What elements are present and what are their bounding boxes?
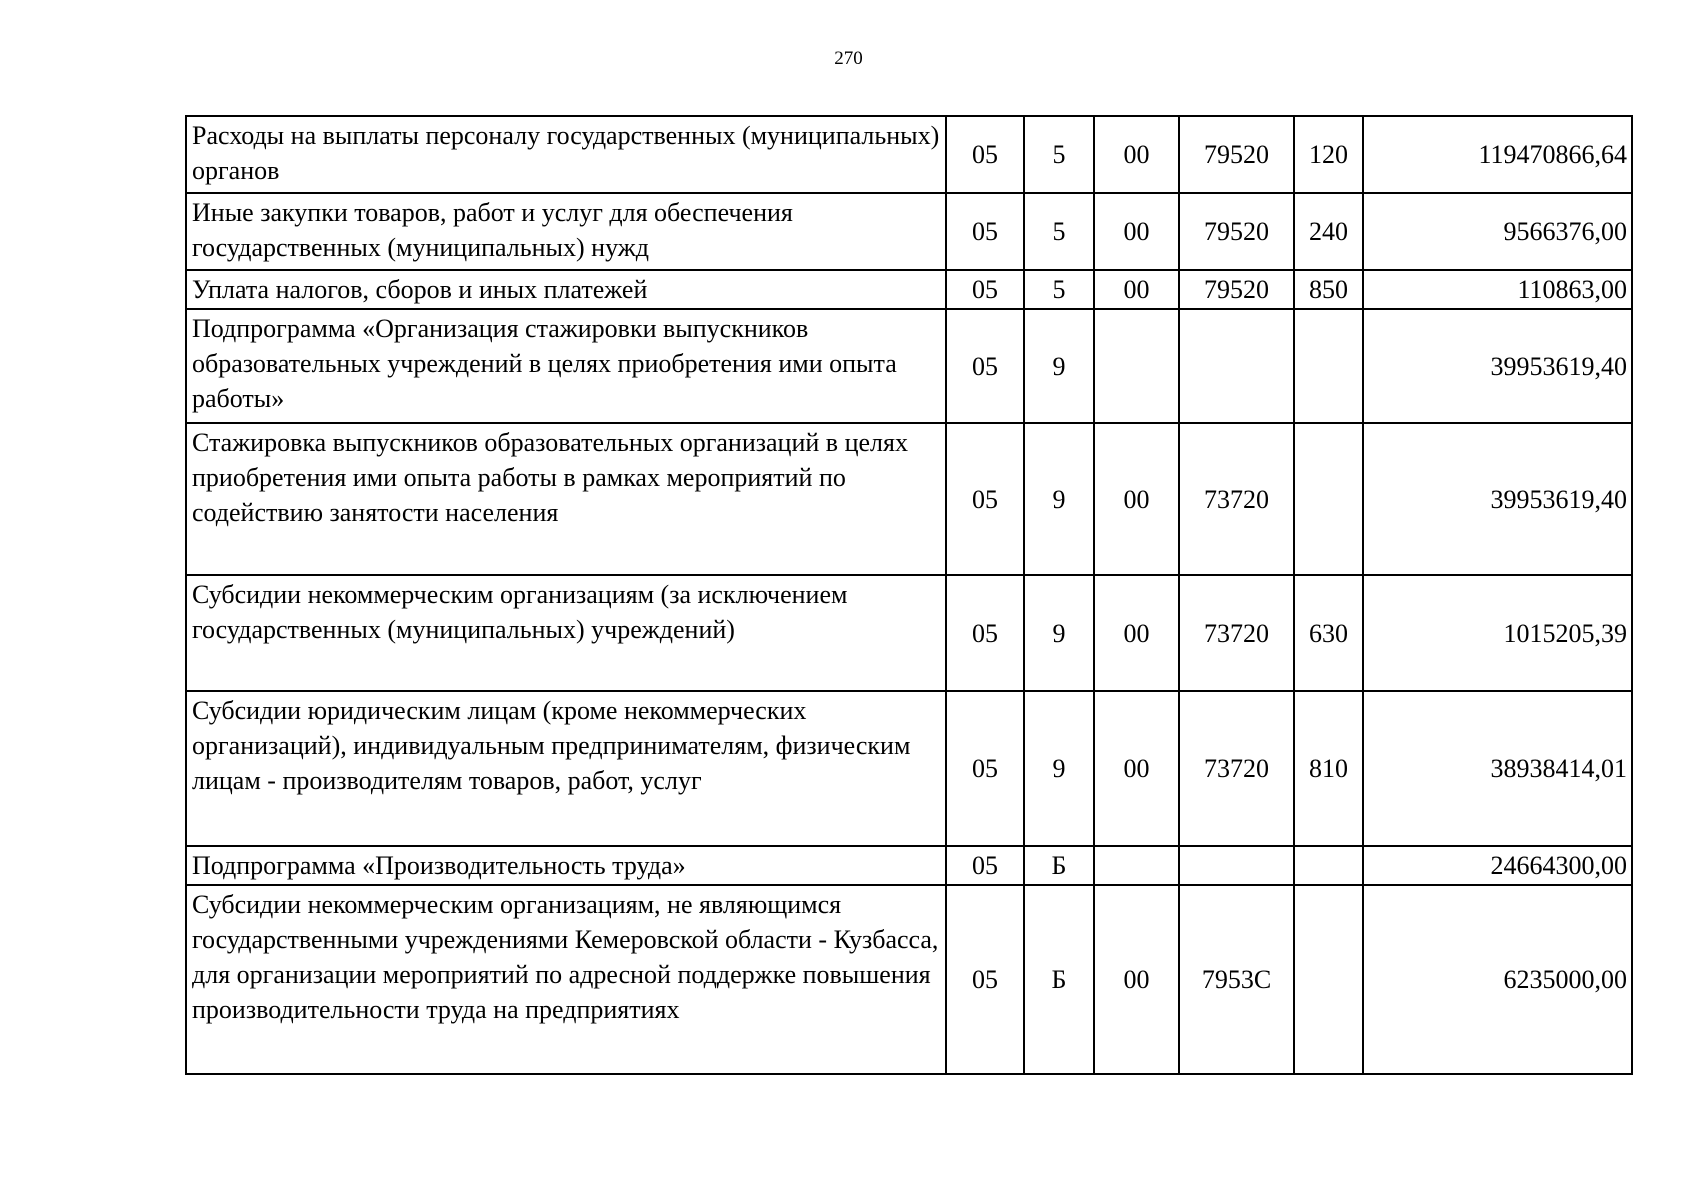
direction-code — [1094, 309, 1179, 423]
subprogram-code: 5 — [1024, 193, 1094, 270]
subprogram-code: 9 — [1024, 691, 1094, 846]
row-name: Субсидии юридическим лицам (кроме некоммерческих организаций), индивидуальным предпринимателям, физическим лицам - производителям товаров, работ, услуг — [186, 691, 946, 846]
expense-type-code: 240 — [1294, 193, 1363, 270]
budget-table — [185, 115, 1633, 1075]
direction-code: 00 — [1094, 575, 1179, 691]
amount: 110863,00 — [1363, 270, 1632, 309]
target-code: 73720 — [1179, 575, 1294, 691]
target-code: 79520 — [1179, 193, 1294, 270]
amount: 1015205,39 — [1363, 575, 1632, 691]
expense-type-code — [1294, 309, 1363, 423]
row-name: Подпрограмма «Производительность труда» — [186, 846, 946, 885]
row-name: Субсидии некоммерческим организациям (за исключением государственных (муниципальных) учреждений) — [186, 575, 946, 691]
subprogram-code: Б — [1024, 846, 1094, 885]
table-row — [186, 116, 1632, 193]
direction-code: 00 — [1094, 193, 1179, 270]
table-row — [186, 846, 1632, 885]
expense-type-code: 810 — [1294, 691, 1363, 846]
expense-type-code — [1294, 846, 1363, 885]
amount: 24664300,00 — [1363, 846, 1632, 885]
section-code: 05 — [946, 193, 1024, 270]
subprogram-code: 9 — [1024, 309, 1094, 423]
subprogram-code: Б — [1024, 885, 1094, 1074]
amount: 38938414,01 — [1363, 691, 1632, 846]
table-row — [186, 691, 1632, 846]
row-name: Подпрограмма «Организация стажировки выпускников образовательных учреждений в целях приобретения ими опыта работы» — [186, 309, 946, 423]
page-number: 270 — [834, 48, 863, 69]
expense-type-code — [1294, 423, 1363, 575]
section-code: 05 — [946, 846, 1024, 885]
amount: 39953619,40 — [1363, 309, 1632, 423]
section-code: 05 — [946, 885, 1024, 1074]
section-code: 05 — [946, 309, 1024, 423]
amount: 6235000,00 — [1363, 885, 1632, 1074]
table-row — [186, 309, 1632, 423]
direction-code: 00 — [1094, 423, 1179, 575]
subprogram-code: 5 — [1024, 116, 1094, 193]
table-row — [186, 575, 1632, 691]
subprogram-code: 9 — [1024, 575, 1094, 691]
expense-type-code — [1294, 885, 1363, 1074]
row-name: Расходы на выплаты персоналу государственных (муниципальных) органов — [186, 116, 946, 193]
amount: 39953619,40 — [1363, 423, 1632, 575]
expense-type-code: 120 — [1294, 116, 1363, 193]
subprogram-code: 5 — [1024, 270, 1094, 309]
direction-code: 00 — [1094, 116, 1179, 193]
section-code: 05 — [946, 116, 1024, 193]
row-name: Субсидии некоммерческим организациям, не являющимся государственными учреждениями Кемеровской области - Кузбасса, для организации мероприятий по адресной поддержке повышения производительности труда на предприятиях — [186, 885, 946, 1074]
target-code: 7953С — [1179, 885, 1294, 1074]
section-code: 05 — [946, 423, 1024, 575]
direction-code: 00 — [1094, 885, 1179, 1074]
target-code: 73720 — [1179, 423, 1294, 575]
target-code — [1179, 846, 1294, 885]
subprogram-code: 9 — [1024, 423, 1094, 575]
row-name: Иные закупки товаров, работ и услуг для обеспечения государственных (муниципальных) нужд — [186, 193, 946, 270]
table-row — [186, 423, 1632, 575]
table-row — [186, 270, 1632, 309]
row-name: Стажировка выпускников образовательных организаций в целях приобретения ими опыта работы в рамках мероприятий по содействию занятости населения — [186, 423, 946, 575]
section-code: 05 — [946, 691, 1024, 846]
target-code: 79520 — [1179, 270, 1294, 309]
table-row — [186, 885, 1632, 1074]
target-code — [1179, 309, 1294, 423]
target-code: 79520 — [1179, 116, 1294, 193]
expense-type-code: 630 — [1294, 575, 1363, 691]
expense-type-code: 850 — [1294, 270, 1363, 309]
section-code: 05 — [946, 575, 1024, 691]
direction-code — [1094, 846, 1179, 885]
row-name: Уплата налогов, сборов и иных платежей — [186, 270, 946, 309]
direction-code: 00 — [1094, 691, 1179, 846]
table-row — [186, 193, 1632, 270]
section-code: 05 — [946, 270, 1024, 309]
amount: 9566376,00 — [1363, 193, 1632, 270]
amount: 119470866,64 — [1363, 116, 1632, 193]
target-code: 73720 — [1179, 691, 1294, 846]
direction-code: 00 — [1094, 270, 1179, 309]
